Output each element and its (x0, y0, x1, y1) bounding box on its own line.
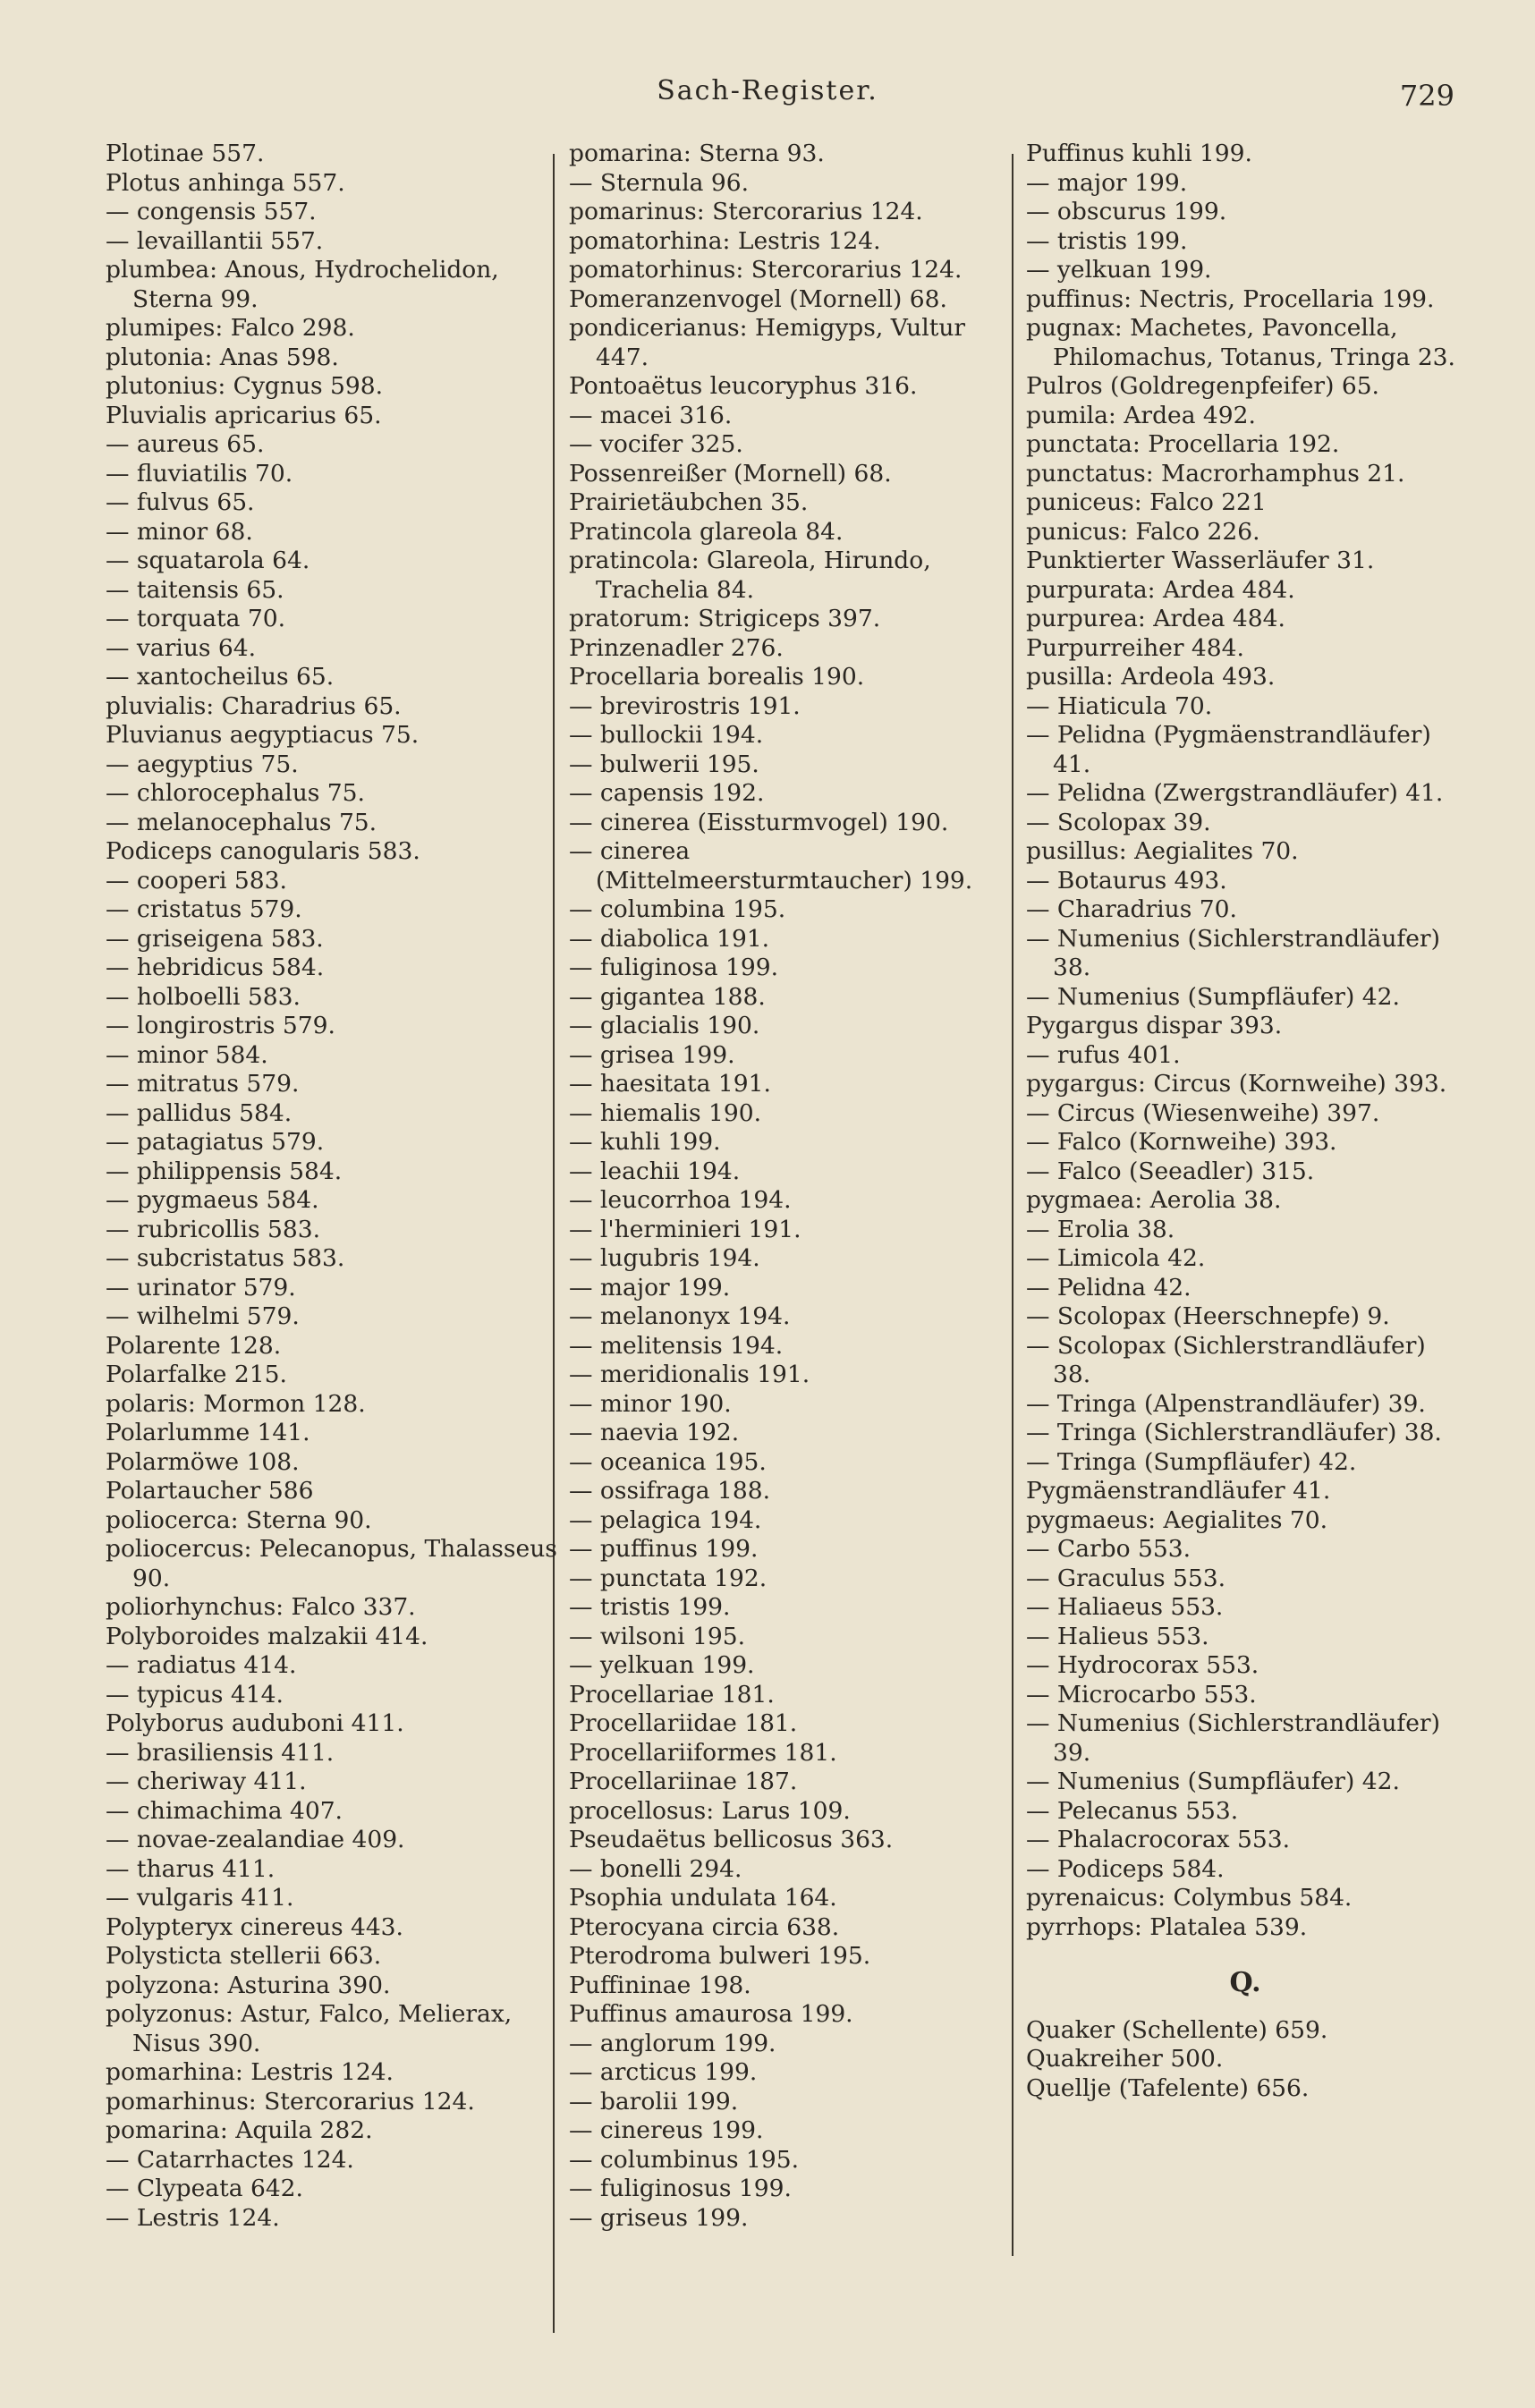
index-entry: polyzonus: Astur, Falco, Melierax, Nisus 390. (106, 2000, 513, 2057)
index-entry: — columbina 195. (569, 895, 786, 923)
index-entry: — pelagica 194. (569, 1505, 762, 1534)
index-entry: Polarente 128. (106, 1331, 282, 1360)
index-entry: — griseus 199. (569, 2203, 749, 2232)
index-entry: — barolii 199. (569, 2087, 739, 2115)
index-entry: — pygmaeus 584. (106, 1186, 319, 1214)
index-entry: Procellariidae 181. (569, 1709, 798, 1737)
index-entry: Polarmöwe 108. (106, 1447, 300, 1476)
index-entry: — minor 584. (106, 1040, 268, 1069)
index-entry: — tristis 199. (1026, 226, 1188, 255)
index-entry: Prairietäubchen 35. (569, 488, 809, 516)
index-entry: — chlorocephalus 75. (106, 779, 365, 807)
index-entry: — oceanica 195. (569, 1447, 767, 1476)
index-entry: Polysticta stellerii 663. (106, 1942, 382, 1970)
index-column-2 (569, 140, 991, 2233)
index-entry: polaris: Mormon 128. (106, 1389, 366, 1418)
index-entry: — gigantea 188. (569, 982, 766, 1011)
index-entry: plutonia: Anas 598. (106, 343, 339, 371)
index-entry: — yelkuan 199. (569, 1651, 755, 1679)
index-entry: pomarina: Aquila 282. (106, 2116, 373, 2144)
index-entry: — grisea 199. (569, 1040, 735, 1069)
index-entry: punctata: Procellaria 192. (1026, 430, 1340, 458)
index-entry: Puffinus kuhli 199. (1026, 140, 1252, 167)
index-entry: pomarhinus: Stercorarius 124. (106, 2087, 475, 2115)
index-entry: Plotus anhinga 557. (106, 168, 345, 197)
index-entry: — Tringa (Sumpfläufer) 42. (1026, 1447, 1357, 1476)
index-column-1 (106, 140, 564, 2233)
index-entry: — varius 64. (106, 633, 257, 662)
index-entry: — congensis 557. (106, 198, 317, 225)
index-entry: — Tringa (Sichlerstrandläufer) 38. (1026, 1419, 1442, 1446)
index-entry: poliorhynchus: Falco 337. (106, 1593, 416, 1621)
index-entry: — fuliginosa 199. (569, 954, 779, 981)
index-entry: Procellariiformes 181. (569, 1738, 837, 1767)
index-entry: — hebridicus 584. (106, 954, 325, 981)
index-entry: — griseigena 583. (106, 924, 324, 953)
index-entry: — Phalacrocorax 553. (1026, 1826, 1290, 1853)
index-entry: — typicus 414. (106, 1680, 284, 1708)
index-entry: Procellaria borealis 190. (569, 663, 865, 691)
index-entry: — minor 68. (106, 517, 253, 546)
index-entry: — vocifer 325. (569, 430, 743, 458)
index-entry: — leucorrhoa 194. (569, 1186, 792, 1214)
index-entry: — Tringa (Alpenstrandläufer) 39. (1026, 1389, 1426, 1418)
index-entry: Polyboroides malzakii 414. (106, 1622, 428, 1650)
page-number: 729 (1399, 79, 1454, 113)
index-entry: puniceus: Falco 221 (1026, 488, 1267, 516)
index-entry: Procellariinae 187. (569, 1768, 798, 1795)
index-entry: — Falco (Kornweihe) 393. (1026, 1128, 1337, 1156)
index-entry: — Numenius (Sichlerstrandläufer) 39. (1026, 1709, 1440, 1767)
index-entry: purpurata: Ardea 484. (1026, 575, 1295, 604)
column-divider (1012, 154, 1013, 2256)
index-entry: — philippensis 584. (106, 1157, 343, 1185)
index-entry: — Haliaeus 553. (1026, 1593, 1224, 1621)
index-entry: — major 199. (1026, 168, 1188, 197)
index-entry: Quellje (Tafelente) 656. (1026, 2073, 1310, 2102)
index-entry: Purpurreiher 484. (1026, 633, 1244, 662)
index-entry: — leachii 194. (569, 1157, 741, 1185)
index-entry: — radiatus 414. (106, 1651, 297, 1679)
index-entry: pygargus: Circus (Kornweihe) 393. (1026, 1070, 1447, 1098)
index-entry: — lugubris 194. (569, 1244, 760, 1272)
index-entry: — cristatus 579. (106, 895, 302, 923)
index-entry: poliocercus: Pelecanopus, Thalasseus 90. (106, 1535, 557, 1592)
index-entry: — brasiliensis 411. (106, 1738, 335, 1767)
index-entry: — levaillantii 557. (106, 226, 324, 255)
index-entry: — melanocephalus 75. (106, 808, 377, 836)
index-entry: Pseudaëtus bellicosus 363. (569, 1826, 894, 1853)
index-entry: Possenreißer (Mornell) 68. (569, 459, 892, 488)
index-entry: — haesitata 191. (569, 1070, 771, 1098)
index-entry: — Carbo 553. (1026, 1535, 1192, 1563)
index-entry: — Falco (Seeadler) 315. (1026, 1157, 1315, 1185)
index-entry: — Hiaticula 70. (1026, 691, 1213, 720)
index-entry: — Pelidna (Zwergstrandläufer) 41. (1026, 779, 1444, 807)
index-entry: — Catarrhactes 124. (106, 2145, 354, 2174)
index-entry: — patagiatus 579. (106, 1128, 325, 1156)
index-entry: puffinus: Nectris, Procellaria 199. (1026, 284, 1435, 313)
index-entry: Polarfalke 215. (106, 1361, 287, 1388)
index-entry: — pallidus 584. (106, 1098, 293, 1127)
index-column-3 (1026, 140, 1464, 2103)
index-entry: — capensis 192. (569, 779, 765, 807)
index-entry: — rubricollis 583. (106, 1215, 321, 1243)
index-entry: — Botaurus 493. (1026, 866, 1227, 895)
index-entry: — bonelli 294. (569, 1854, 742, 1883)
index-entry: Polyborus auduboni 411. (106, 1709, 404, 1737)
index-entry: pratorum: Strigiceps 397. (569, 605, 881, 632)
index-entry: — cinereus 199. (569, 2116, 764, 2144)
index-entry: — cinerea (Eissturmvogel) 190. (569, 808, 949, 836)
index-entry: — l'herminieri 191. (569, 1215, 801, 1243)
index-entry: Polarlumme 141. (106, 1419, 310, 1446)
index-entry: — diabolica 191. (569, 924, 770, 953)
index-entry: — bullockii 194. (569, 721, 764, 749)
index-entry: — Clypeata 642. (106, 2175, 303, 2202)
index-entry: Puffininae 198. (569, 1971, 751, 1999)
index-entry: — torquata 70. (106, 605, 286, 632)
index-entry: Pratincola glareola 84. (569, 517, 844, 546)
page-header (0, 75, 1535, 120)
index-entry: — longirostris 579. (106, 1012, 335, 1039)
index-entry: pugnax: Machetes, Pavoncella, Philomachus, Totanus, Tringa 23. (1026, 314, 1455, 371)
index-entry: — rufus 401. (1026, 1040, 1181, 1069)
index-entry: — Scolopax (Heerschnepfe) 9. (1026, 1302, 1390, 1330)
index-entry: plutonius: Cygnus 598. (106, 372, 384, 400)
index-entry: — wilsoni 195. (569, 1622, 746, 1650)
index-entry: — Graculus 553. (1026, 1564, 1226, 1592)
index-entry: punctatus: Macrorhamphus 21. (1026, 459, 1405, 488)
index-entry: — mitratus 579. (106, 1070, 300, 1098)
index-entry: pomarinus: Stercorarius 124. (569, 198, 923, 225)
index-entry: — brevirostris 191. (569, 691, 801, 720)
section-heading-q: Q. (1229, 1967, 1261, 1998)
index-entry: — xantocheilus 65. (106, 663, 335, 691)
index-entry: Pulros (Goldregenpfeifer) 65. (1026, 372, 1379, 400)
running-title: Sach-Register. (657, 75, 878, 106)
index-entry: — Erolia 38. (1026, 1215, 1175, 1243)
index-entry: — Podiceps 584. (1026, 1854, 1225, 1883)
index-entry: — Pelidna 42. (1026, 1273, 1192, 1302)
index-entry: Puffinus amaurosa 199. (569, 2000, 853, 2028)
index-entry: — wilhelmi 579. (106, 1302, 300, 1330)
index-entry: — glacialis 190. (569, 1012, 760, 1039)
index-entry: — subcristatus 583. (106, 1244, 345, 1272)
index-entry: — fluviatilis 70. (106, 459, 293, 488)
index-entry: Prinzenadler 276. (569, 633, 784, 662)
index-entry: Plotinae 557. (106, 140, 265, 167)
index-entry: plumipes: Falco 298. (106, 314, 355, 342)
index-entry: pratincola: Glareola, Hirundo, Trachelia 84. (569, 547, 931, 604)
index-entry: Pluvianus aegyptiacus 75. (106, 721, 420, 749)
index-entry: — vulgaris 411. (106, 1884, 294, 1912)
index-entry: Quakreiher 500. (1026, 2045, 1224, 2073)
index-entry: — Charadrius 70. (1026, 895, 1237, 923)
index-entry: Pygmäenstrandläufer 41. (1026, 1477, 1331, 1505)
index-entry: — taitensis 65. (106, 575, 284, 604)
index-entry: — Lestris 124. (106, 2203, 280, 2232)
index-entry: — punctata 192. (569, 1564, 768, 1592)
index-entry: — macei 316. (569, 401, 733, 429)
index-entry: — obscurus 199. (1026, 198, 1227, 225)
index-entry: Polartaucher 586 (106, 1477, 314, 1505)
index-entry: Pygargus dispar 393. (1026, 1012, 1283, 1039)
index-entry: Punktierter Wasserläufer 31. (1026, 547, 1375, 574)
index-entry: pomatorhina: Lestris 124. (569, 226, 881, 255)
index-entry: pyrenaicus: Colymbus 584. (1026, 1884, 1353, 1912)
index-entry: Pterocyana circia 638. (569, 1912, 840, 1941)
index-entry: — Microcarbo 553. (1026, 1680, 1257, 1708)
index-entry: purpurea: Ardea 484. (1026, 605, 1285, 632)
index-entry: — fuliginosus 199. (569, 2175, 792, 2202)
index-entry: pumila: Ardea 492. (1026, 401, 1256, 429)
index-entry: pomarhina: Lestris 124. (106, 2058, 394, 2086)
index-entry: — Halieus 553. (1026, 1622, 1209, 1650)
index-entry: — squatarola 64. (106, 547, 310, 574)
index-entry: pomatorhinus: Stercorarius 124. (569, 256, 963, 284)
index-entry: pusillus: Aegialites 70. (1026, 837, 1299, 865)
index-entry: — cheriway 411. (106, 1768, 307, 1795)
index-entry: — Scolopax 39. (1026, 808, 1211, 836)
index-entry: — naevia 192. (569, 1419, 740, 1446)
index-entry: — hiemalis 190. (569, 1098, 762, 1127)
index-entry: — major 199. (569, 1273, 731, 1302)
index-entry: — cinerea (Mittelmeersturmtaucher) 199. (569, 837, 973, 895)
index-entry: pondicerianus: Hemigyps, Vultur 447. (569, 314, 966, 371)
index-entry: plumbea: Anous, Hydrochelidon, Sterna 99. (106, 256, 499, 313)
index-entry: Psophia undulata 164. (569, 1884, 837, 1912)
index-entry: punicus: Falco 226. (1026, 517, 1260, 546)
index-entry: — novae-zealandiae 409. (106, 1826, 405, 1853)
index-entry: procellosus: Larus 109. (569, 1796, 851, 1825)
index-entry: Pontoaëtus leucoryphus 316. (569, 372, 918, 400)
index-entry: — Numenius (Sumpfläufer) 42. (1026, 982, 1400, 1011)
index-entry: — melitensis 194. (569, 1331, 784, 1360)
index-entry: Pomeranzenvogel (Mornell) 68. (569, 284, 947, 313)
index-entry: Pterodroma bulweri 195. (569, 1942, 871, 1970)
index-entry: — kuhli 199. (569, 1128, 721, 1156)
index-entry: — yelkuan 199. (1026, 256, 1212, 284)
index-entry: — columbinus 195. (569, 2145, 799, 2174)
index-entry: pusilla: Ardeola 493. (1026, 663, 1276, 691)
index-entry: — minor 190. (569, 1389, 732, 1418)
index-entry: pygmaea: Aerolia 38. (1026, 1186, 1282, 1214)
index-entry: polyzona: Asturina 390. (106, 1971, 391, 1999)
index-entry: — puffinus 199. (569, 1535, 759, 1563)
index-entry: Podiceps canogularis 583. (106, 837, 420, 865)
index-entry: — Circus (Wiesenweihe) 397. (1026, 1098, 1380, 1127)
index-entry: — bulwerii 195. (569, 750, 759, 778)
index-entry: — Numenius (Sumpfläufer) 42. (1026, 1768, 1400, 1795)
index-entry: — meridionalis 191. (569, 1361, 810, 1388)
index-entry: — Scolopax (Sichlerstrandläufer) 38. (1026, 1331, 1426, 1388)
index-entry: — aegyptius 75. (106, 750, 299, 778)
index-entry: — ossifraga 188. (569, 1477, 771, 1505)
index-columns (0, 140, 1535, 2268)
index-entry: — Sternula 96. (569, 168, 750, 197)
index-entry: pygmaeus: Aegialites 70. (1026, 1505, 1328, 1534)
index-entry: — Pelidna (Pygmäenstrandläufer) 41. (1026, 721, 1431, 778)
index-entry: — tharus 411. (106, 1854, 276, 1883)
index-entry: — urinator 579. (106, 1273, 296, 1302)
index-entry: — Pelecanus 553. (1026, 1796, 1239, 1825)
index-entry: — aureus 65. (106, 430, 265, 458)
index-entry: Pluvialis apricarius 65. (106, 401, 382, 429)
index-entry: — cooperi 583. (106, 866, 287, 895)
index-entry: — holboelli 583. (106, 982, 301, 1011)
index-entry: — Numenius (Sichlerstrandläufer) 38. (1026, 924, 1440, 981)
index-entry: pluvialis: Charadrius 65. (106, 691, 402, 720)
index-entry: poliocerca: Sterna 90. (106, 1505, 372, 1534)
index-entry: — Limicola 42. (1026, 1244, 1206, 1272)
index-entry: — arcticus 199. (569, 2058, 758, 2086)
index-entry: — Hydrocorax 553. (1026, 1651, 1259, 1679)
index-entry: pomarina: Sterna 93. (569, 140, 825, 167)
index-entry: — melanonyx 194. (569, 1302, 791, 1330)
index-entry: — fulvus 65. (106, 488, 255, 516)
index-entry: — anglorum 199. (569, 2029, 776, 2057)
index-entry: pyrrhops: Platalea 539. (1026, 1912, 1308, 1941)
index-entry: Procellariae 181. (569, 1680, 775, 1708)
index-entry: Quaker (Schellente) 659. (1026, 2015, 1328, 2044)
index-entry: Polypteryx cinereus 443. (106, 1912, 403, 1941)
index-entry: — tristis 199. (569, 1593, 731, 1621)
index-entry: — chimachima 407. (106, 1796, 343, 1825)
